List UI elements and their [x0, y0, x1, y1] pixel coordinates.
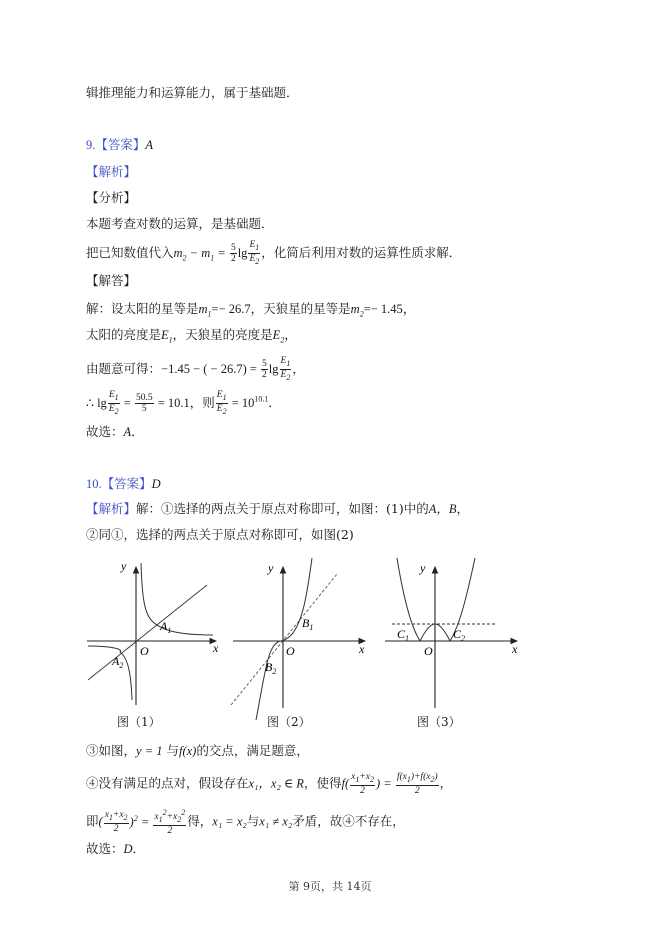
text: 得， — [187, 813, 213, 829]
lg: lg — [237, 245, 248, 260]
x-label: x — [213, 641, 219, 655]
fraction-5-2: $\frac{5}{2}$ — [262, 358, 267, 380]
m2-value: =− 1.45 — [363, 302, 403, 316]
fraction-mean-f: $\frac{f(x_1)+f(x_2)}{2}$ — [396, 772, 438, 796]
figure-2-caption: 图（2） — [267, 715, 311, 729]
q10-answer-tag: 【答案】 — [101, 476, 152, 491]
point-c2-label: $C_2$ — [453, 627, 466, 643]
line-y-eq-x — [88, 585, 207, 680]
formula-m2-m1: $m_2 - m_1$ = — [173, 245, 229, 263]
text: 的交点，满足题意， — [196, 743, 309, 758]
y-label: y — [420, 561, 426, 575]
q10-answer: D — [151, 477, 161, 491]
q9-fenxi-tag: 【分析】 — [86, 190, 137, 205]
m1-value: =− 26.7 — [211, 302, 251, 316]
text: 与 — [246, 813, 260, 829]
var-m2: $m_2$ — [350, 302, 364, 319]
figure-3-caption: 图（3） — [417, 715, 461, 729]
fraction-e1-e2: $\frac{E_1}{E_2}$ — [108, 390, 119, 416]
q9-fenxi-line2 — [86, 240, 461, 267]
x-label: x — [512, 642, 518, 656]
eq: = — [120, 395, 134, 410]
line-dashed — [231, 574, 337, 705]
point-a1-label: $A_1$ — [160, 619, 172, 635]
q10-answer-line — [86, 475, 161, 493]
fraction-mean: $\frac{x_1+x_2}{2}$ — [351, 772, 374, 796]
intro-tail-line: 辑推理能力和运算能力，属于基础题． — [86, 85, 299, 100]
hyperbola-branch-right — [141, 563, 213, 635]
text: 解：①选择的两点关于原点对称即可，如图：(1)中的 — [136, 501, 429, 516]
q9-number: 9. — [86, 138, 96, 152]
den: 5 — [141, 403, 147, 414]
var-e2: $E_2$ — [272, 328, 285, 345]
q10-choose-line — [86, 840, 145, 858]
q10-line3 — [86, 742, 309, 760]
figure-3 — [385, 558, 518, 708]
text: ， — [456, 501, 470, 516]
power-exp: 10.1 — [254, 394, 269, 404]
text: 与 — [162, 743, 179, 758]
text: ③如图， — [86, 743, 137, 758]
text: ，化简后利用对数的运算性质求解． — [261, 244, 462, 260]
text: ，天狼星的星等是 — [250, 301, 351, 316]
therefore-lg: ∴ lg — [86, 395, 107, 410]
text: ，则 — [189, 394, 215, 410]
eq: x₁ = x₂ — [212, 814, 247, 829]
fraction-e1-e2: $\frac{E_1}{E_2}$ — [216, 390, 227, 416]
text: 太阳的亮度是 — [86, 327, 162, 342]
text: ， — [292, 360, 305, 376]
q9-choose-line — [86, 423, 144, 441]
q9-sol-line4 — [86, 390, 281, 417]
text: ， — [402, 301, 416, 316]
q10-line1 — [86, 500, 469, 518]
q10-line2: ②同①，选择的两点关于原点对称即可，如图(2) — [86, 527, 354, 542]
text: 故选： — [86, 424, 124, 439]
text: ． — [132, 841, 146, 856]
text: ， — [439, 775, 453, 791]
point-c1-label: $C_1$ — [397, 627, 410, 643]
y-label: y — [121, 559, 127, 573]
text: 即 — [86, 813, 99, 829]
hyperbola-branch-left — [88, 646, 132, 700]
fraction-e1-e2: $\frac{E_1}{E_2}$ — [280, 356, 291, 382]
point-b1-label: $B_1$ — [302, 616, 314, 632]
f-of-mean: f( — [341, 776, 350, 791]
origin-label: O — [140, 644, 149, 658]
text: 故选： — [86, 841, 124, 856]
var-m1: $m_1$ — [198, 302, 212, 319]
points: A，B — [428, 502, 457, 516]
figures-group — [80, 555, 530, 735]
q10-number: 10. — [86, 477, 102, 491]
text: 把已知数值代入 — [86, 244, 174, 260]
y-label: y — [268, 561, 274, 575]
text: ④没有满足的点对，假设存在 — [86, 775, 249, 791]
page-footer: 第 9页，共 14页 — [288, 880, 372, 893]
var-e1: $E_1$ — [161, 328, 173, 345]
q10-analysis-tag: 【解析】 — [86, 501, 137, 516]
fraction-5-2: $\frac{5}{2}$ — [230, 242, 236, 264]
vars: x₁，x₂ ∈ R — [248, 776, 304, 791]
text: 矛盾，故④不存在， — [292, 813, 405, 829]
text: ． — [268, 394, 281, 410]
eq-y1: y = 1 — [136, 744, 163, 758]
text: ，天狼星的亮度是 — [172, 327, 273, 342]
text: ． — [131, 424, 144, 439]
choice: A — [123, 425, 132, 439]
fraction-mean: $\frac{x_1+x_2}{2}$ — [104, 810, 128, 834]
text: 由题意可得： — [86, 360, 162, 376]
q9-answer: A — [145, 138, 154, 152]
q9-sol-line2 — [86, 326, 297, 350]
paren: ( — [98, 814, 103, 829]
x-label: x — [359, 642, 365, 656]
q9-answer-line — [86, 136, 153, 154]
result: = 10.1 — [154, 395, 190, 410]
q9-fenxi-line1: 本题考查对数的运算，是基础题． — [86, 216, 274, 231]
q10-line4 — [86, 772, 452, 796]
cubic-curve — [256, 558, 312, 720]
choice: D — [123, 842, 133, 856]
text: ，使得 — [303, 775, 342, 791]
origin-label: O — [286, 644, 295, 658]
power-base: = 10 — [228, 395, 255, 410]
lg: lg — [268, 361, 279, 376]
q9-answer-tag: 【答案】 — [95, 137, 146, 152]
q9-analysis-tag: 【解析】 — [86, 164, 137, 179]
q9-sol-line3 — [86, 356, 305, 383]
fraction-mean-square: $\frac{x_1^2+x_2^2}{2}$ — [154, 808, 186, 837]
abs-quartic-curve — [397, 558, 475, 641]
fraction-50.5-5 — [135, 393, 154, 414]
fx: f(x) — [178, 744, 197, 758]
figure-1 — [87, 559, 219, 705]
origin-label: O — [424, 644, 433, 658]
figure-2 — [231, 558, 365, 720]
paren: ) = — [375, 776, 395, 791]
point-a2-label: $A_2$ — [112, 654, 124, 670]
expr: −1.45 − ( − 26.7) = — [161, 361, 261, 376]
fraction-e1-e2: $\frac{E_1}{E_2}$ — [249, 240, 260, 266]
square: )$^2$ = — [129, 813, 153, 829]
num: 50.5 — [135, 392, 153, 403]
point-b2-label: $B_2$ — [265, 660, 277, 676]
q9-jieda-tag: 【解答】 — [86, 273, 137, 288]
figure-1-caption: 图（1） — [117, 715, 161, 729]
text: 解：设太阳的星等是 — [86, 301, 199, 316]
q10-line5 — [86, 808, 405, 836]
neq: x₁ ≠ x₂ — [259, 814, 293, 829]
text: ， — [284, 327, 297, 342]
q9-sol-line1 — [86, 300, 415, 324]
